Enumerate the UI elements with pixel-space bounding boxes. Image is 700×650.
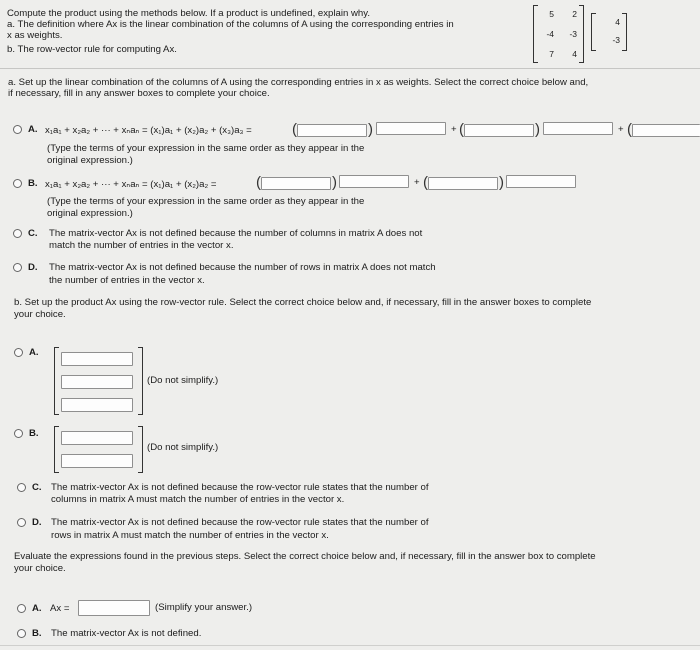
divider [0, 68, 700, 69]
plus-sign: + [414, 177, 420, 188]
part-b-option-c-radio[interactable] [17, 483, 26, 492]
part-a-option-c-radio[interactable] [13, 229, 22, 238]
part-b-option-d-radio[interactable] [17, 518, 26, 527]
part-b-option-a-input-1[interactable] [61, 352, 133, 366]
part-b-option-b-radio[interactable] [14, 429, 23, 438]
bottom-divider [0, 645, 700, 646]
matrix-a-cell: -3 [569, 29, 577, 39]
part-a-option-d-letter: D. [28, 262, 38, 273]
part-b-option-c-letter: C. [32, 482, 42, 493]
part-c-option-a-radio[interactable] [17, 604, 26, 613]
part-b-option-a-radio[interactable] [14, 348, 23, 357]
matrix-a-cell: 7 [549, 49, 554, 59]
part-c-option-a-note: (Simplify your answer.) [155, 602, 253, 613]
part-c-prompt-2: your choice. [14, 563, 66, 574]
part-b-option-a-left-bracket [54, 347, 59, 415]
paren-open: ( [423, 174, 428, 191]
part-b-option-a-input-2[interactable] [61, 375, 133, 389]
paren-open: ( [256, 174, 261, 191]
part-a-option-c-letter: C. [28, 228, 38, 239]
part-b-option-b-note: (Do not simplify.) [147, 442, 219, 453]
part-a-option-a-letter: A. [28, 124, 38, 135]
part-c-option-b-radio[interactable] [17, 629, 26, 638]
part-a-option-b-input-3[interactable] [428, 177, 498, 190]
vector-x-cell: -3 [612, 35, 620, 45]
paren-close: ) [499, 174, 504, 191]
part-a-option-b-letter: B. [28, 178, 38, 189]
header-line-4: b. The row-vector rule for computing Ax. [7, 44, 177, 55]
part-b-option-a-right-bracket [138, 347, 143, 415]
part-b-option-b-letter: B. [29, 428, 39, 439]
part-a-option-a-input-4[interactable] [543, 122, 613, 135]
paren-open: ( [627, 121, 632, 138]
part-b-option-b-input-1[interactable] [61, 431, 133, 445]
part-a-option-d-text-1: The matrix-vector Ax is not defined because the number of rows in matrix A does not match [49, 262, 436, 273]
matrix-a-cell: 4 [572, 49, 577, 59]
part-a-option-c-text-2: match the number of entries in the vector x. [49, 240, 234, 251]
part-c-option-b-letter: B. [32, 628, 42, 639]
part-b-prompt-1: b. Set up the product Ax using the row-vector rule. Select the correct choice below and, if necessary, fill in the answer boxes to complete [14, 297, 592, 308]
part-a-option-a-note-2: original expression.) [47, 155, 133, 166]
matrix-a-cell: 2 [572, 9, 577, 19]
matrix-a-right-bracket [579, 5, 584, 63]
part-a-option-b-input-1[interactable] [261, 177, 331, 190]
paren-close: ) [368, 121, 373, 138]
part-a-option-d-text-2: the number of entries in the vector x. [49, 275, 205, 286]
ax-answer-input[interactable] [78, 600, 150, 616]
part-a-option-b-input-4[interactable] [506, 175, 576, 188]
header-line-2: a. The definition where Ax is the linear combination of the columns of A using the corresponding entries in [7, 19, 454, 30]
matrix-a-cell: 5 [549, 9, 554, 19]
part-b-option-a-letter: A. [29, 347, 39, 358]
part-c-option-a-letter: A. [32, 603, 42, 614]
part-a-option-a-input-3[interactable] [464, 124, 534, 137]
part-b-option-d-text-2: rows in matrix A must match the number of entries in the vector x. [51, 530, 329, 541]
part-a-prompt-2: if necessary, fill in any answer boxes to complete your choice. [8, 88, 270, 99]
part-a-option-a-expression: x₁a₁ + x₂a₂ + ··· + xₙaₙ = (x₁)a₁ + (x₂)a₂ + (x₃)a₃ = [45, 125, 252, 136]
part-b-option-a-input-3[interactable] [61, 398, 133, 412]
vector-x-cell: 4 [615, 17, 620, 27]
part-a-prompt-1: a. Set up the linear combination of the columns of A using the corresponding entries in x as weights. Select the correct choice below and, [8, 77, 589, 88]
part-a-option-a-input-2[interactable] [376, 122, 446, 135]
part-a-option-c-text-1: The matrix-vector Ax is not defined because the number of columns in matrix A does not [49, 228, 423, 239]
part-b-prompt-2: your choice. [14, 309, 66, 320]
vector-x-right-bracket [622, 13, 627, 51]
part-c-option-b-text: The matrix-vector Ax is not defined. [51, 628, 202, 639]
plus-sign: + [451, 124, 457, 135]
paren-open: ( [459, 121, 464, 138]
part-a-option-b-note-2: original expression.) [47, 208, 133, 219]
part-c-prompt-1: Evaluate the expressions found in the previous steps. Select the correct choice below and, if necessary, fill in the answer box to complete [14, 551, 596, 562]
header-line-1: Compute the product using the methods below. If a product is undefined, explain why. [7, 8, 371, 19]
paren-close: ) [332, 174, 337, 191]
plus-sign: + [618, 124, 624, 135]
part-c-option-a-label: Ax = [50, 603, 70, 614]
part-a-option-a-input-1[interactable] [297, 124, 367, 137]
vector-x-left-bracket [591, 13, 596, 51]
part-b-option-b-right-bracket [138, 426, 143, 473]
part-b-option-d-letter: D. [32, 517, 42, 528]
part-b-option-b-left-bracket [54, 426, 59, 473]
matrix-a-left-bracket [533, 5, 538, 63]
part-b-option-b-input-2[interactable] [61, 454, 133, 468]
paren-close: ) [535, 121, 540, 138]
part-b-option-d-text-1: The matrix-vector Ax is not defined because the row-vector rule states that the number of [51, 517, 429, 528]
part-a-option-d-radio[interactable] [13, 263, 22, 272]
part-a-option-b-input-2[interactable] [339, 175, 409, 188]
matrix-a-cell: -4 [546, 29, 554, 39]
part-b-option-c-text-1: The matrix-vector Ax is not defined because the row-vector rule states that the number of [51, 482, 429, 493]
part-a-option-b-note-1: (Type the terms of your expression in the same order as they appear in the [47, 196, 365, 207]
part-a-option-a-note-1: (Type the terms of your expression in the same order as they appear in the [47, 143, 365, 154]
part-b-option-c-text-2: columns in matrix A must match the number of entries in the vector x. [51, 494, 345, 505]
part-b-option-a-note: (Do not simplify.) [147, 375, 219, 386]
paren-open: ( [292, 121, 297, 138]
header-line-3: x as weights. [7, 30, 63, 41]
part-a-option-b-radio[interactable] [13, 179, 22, 188]
part-a-option-b-expression: x₁a₁ + x₂a₂ + ··· + xₙaₙ = (x₁)a₁ + (x₂)a₂ = [45, 179, 217, 190]
part-a-option-a-input-5[interactable] [632, 124, 700, 137]
part-a-option-a-radio[interactable] [13, 125, 22, 134]
